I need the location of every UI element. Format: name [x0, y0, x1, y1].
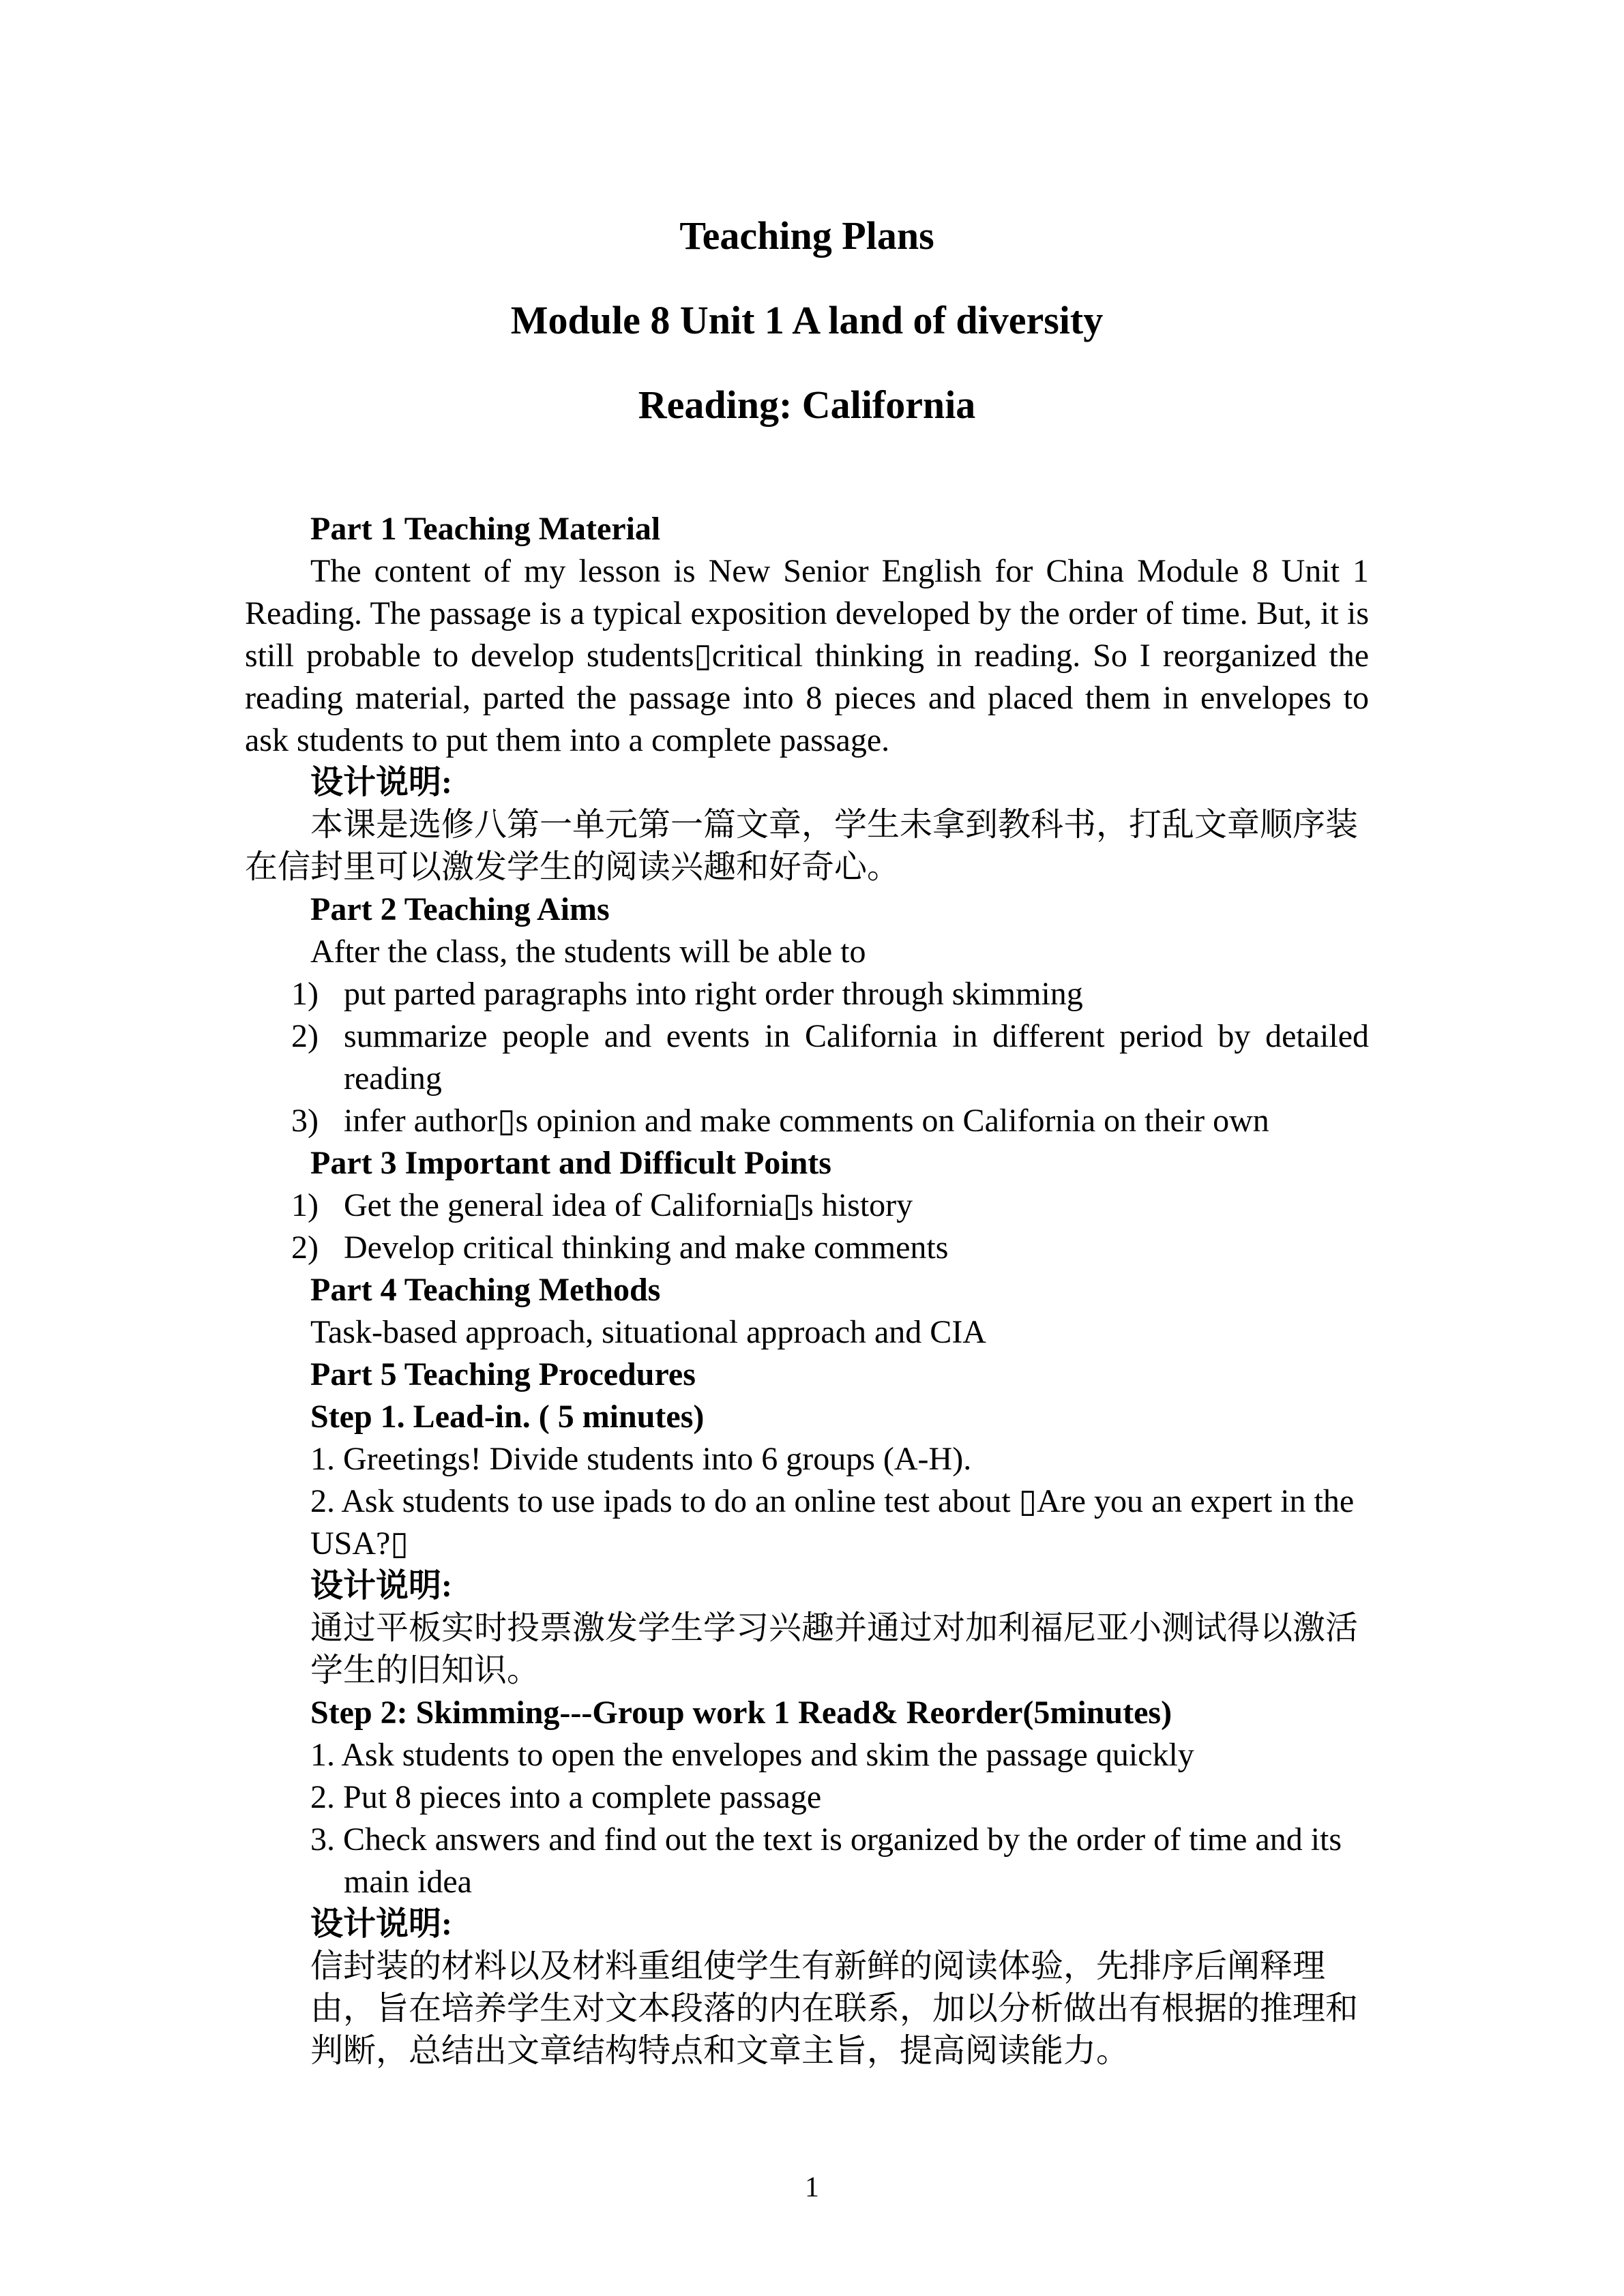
title-block	[245, 211, 1369, 430]
part5-heading: Part 5 Teaching Procedures	[310, 1356, 696, 1392]
part1-design-note-label: 设计说明:	[310, 764, 452, 801]
step1-item: 1. Greetings! Divide students into 6 groups (A-H).	[310, 1441, 972, 1477]
list-item-text: Develop critical thinking and make comments	[344, 1229, 949, 1266]
step1-design-note-label: 设计说明:	[310, 1568, 452, 1604]
doc-title-line3: Reading: California	[638, 383, 976, 427]
step1-design-note-text: 通过平板实时投票激发学生学习兴趣并通过对加利福尼亚小测试得以激活学生的旧知识。	[310, 1610, 1359, 1688]
list-item	[245, 1100, 1369, 1142]
list-item-text: Get the general idea of California▯s history	[344, 1187, 913, 1223]
part1-heading: Part 1 Teaching Material	[310, 511, 661, 547]
part1-paragraph: The content of my lesson is New Senior English for China Module 8 Unit 1 Reading. The passage is a typical exposition developed by the order of time. But, it is still probable to develop students▯critical thinking in reading. So I reorganized the reading material, parted the passage into 8 pieces and placed them in envelopes to ask students to put them into a complete passage.	[245, 553, 1369, 758]
list-item	[245, 973, 1369, 1015]
part1-design-note-text: 本课是选修八第一单元第一篇文章，学生未拿到教科书，打乱文章顺序装在信封里可以激发学生的阅读兴趣和好奇心。	[245, 807, 1359, 885]
page-number: 1	[805, 2172, 819, 2203]
step2-item: 2. Put 8 pieces into a complete passage	[310, 1779, 822, 1815]
part2-heading: Part 2 Teaching Aims	[310, 891, 610, 927]
doc-title-line2: Module 8 Unit 1 A land of diversity	[510, 298, 1104, 342]
list-number: 1)	[291, 1187, 319, 1223]
step2-item: 3. Check answers and find out the text is organized by the order of time and its main idea	[310, 1821, 1342, 1900]
list-number: 3)	[291, 1103, 319, 1139]
list-item	[245, 1227, 1369, 1269]
step2-heading: Step 2: Skimming---Group work 1 Read& Reorder(5minutes)	[310, 1695, 1172, 1731]
part2-intro: After the class, the students will be able to	[310, 934, 866, 970]
step1-heading: Step 1. Lead-in. ( 5 minutes)	[310, 1399, 705, 1435]
list-item-text: infer author▯s opinion and make comments on California on their own	[344, 1103, 1269, 1139]
part4-heading: Part 4 Teaching Methods	[310, 1272, 661, 1308]
step2-design-note-text: 信封装的材料以及材料重组使学生有新鲜的阅读体验，先排序后阐释理由，旨在培养学生对文本段落的内在联系，加以分析做出有根据的推理和判断，总结出文章结构特点和文章主旨，提高阅读能力。	[310, 1948, 1359, 2069]
step2-design-note-label: 设计说明:	[310, 1906, 452, 1942]
list-item-text: summarize people and events in California in different period by detailed reading	[344, 1018, 1369, 1097]
document-body	[245, 508, 1369, 2072]
list-number: 2)	[291, 1229, 319, 1266]
part3-heading: Part 3 Important and Difficult Points	[310, 1145, 831, 1181]
page-footer	[0, 2171, 1624, 2204]
list-item-text: put parted paragraphs into right order through skimming	[344, 976, 1083, 1012]
doc-title-line1: Teaching Plans	[679, 213, 934, 258]
step1-item: 2. Ask students to use ipads to do an online test about ▯Are you an expert in the USA?▯	[310, 1483, 1355, 1562]
list-number: 1)	[291, 976, 319, 1012]
list-item	[245, 1184, 1369, 1227]
list-item	[245, 1015, 1369, 1100]
step2-item: 1. Ask students to open the envelopes and skim the passage quickly	[310, 1737, 1194, 1773]
part4-text: Task-based approach, situational approach and CIA	[310, 1314, 986, 1350]
list-number: 2)	[291, 1018, 319, 1054]
